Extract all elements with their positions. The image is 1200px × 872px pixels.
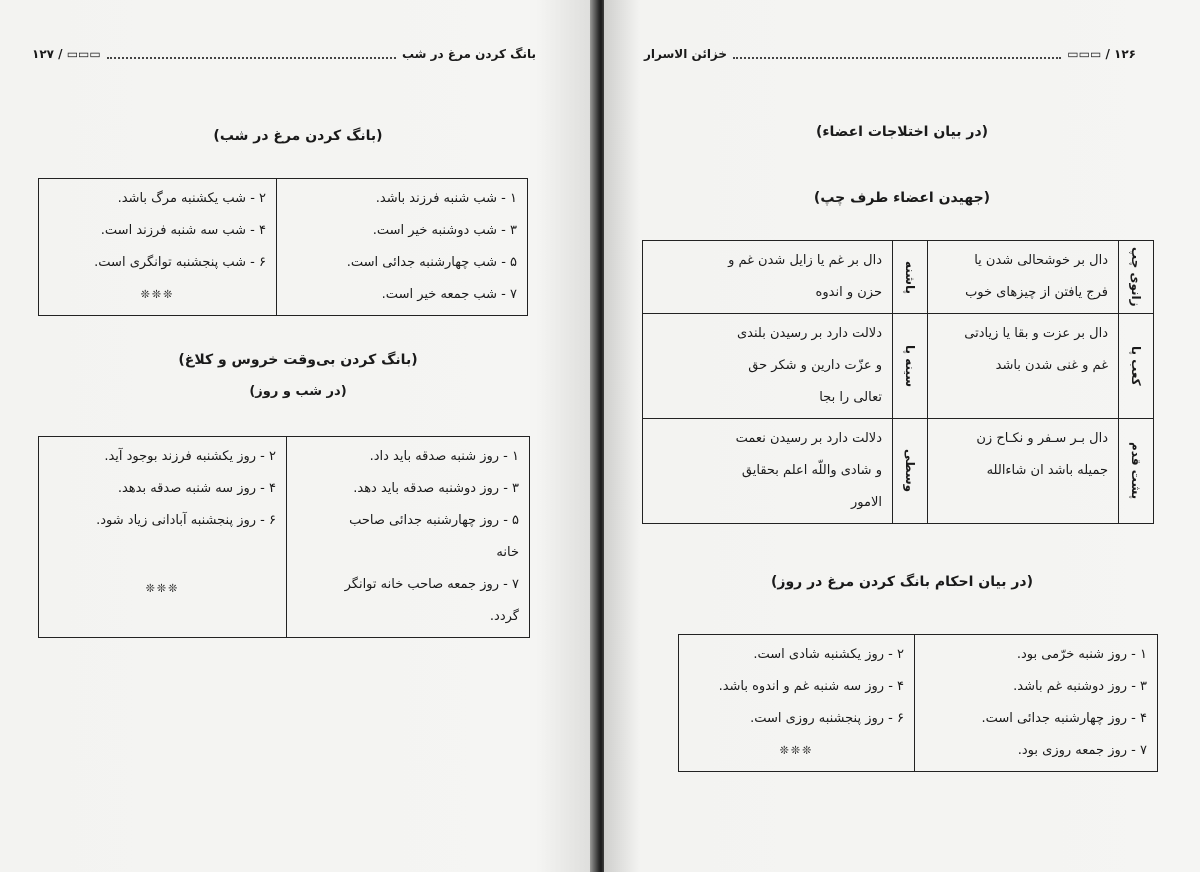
text-line: ۱ - روز شنبه خرّمی بود. xyxy=(1016,647,1147,662)
text-line: دلالت دارد بر رسیدن بلندی xyxy=(736,326,882,341)
text-line: ۶ - روز پنجشنبه آبادانی زیاد شود. xyxy=(96,513,276,528)
right-page-number: ▭▭▭ / ۱۲۶ xyxy=(1067,47,1136,61)
text-line: ۲ - شب یکشنبه مرگ باشد. xyxy=(117,191,266,206)
right-table-2-col-1 xyxy=(915,635,1158,772)
text-line: دال بر عزت و بقا یا زیادتی xyxy=(964,326,1108,341)
organ-label xyxy=(893,419,928,524)
text-line: ۵ - شب چهارشنبه جدائی است. xyxy=(346,255,517,270)
organ-label-text: وسطی xyxy=(903,449,917,493)
text-line: دال بـر سـفر و نکـاح زن xyxy=(976,431,1108,446)
left-page xyxy=(0,0,596,872)
left-running-dots xyxy=(107,49,396,59)
text-line: ۲ - روز یکشنبه شادی است. xyxy=(753,647,904,662)
right-heading-3: (در بیان احکام بانگ کردن مرغ در روز) xyxy=(771,574,1033,590)
right-running-head xyxy=(644,42,1136,66)
text-line: ۶ - شب پنجشنبه توانگری است. xyxy=(94,255,266,270)
text-line: و عزّت دارین و شکر حق xyxy=(748,358,882,373)
organ-meaning xyxy=(928,241,1119,314)
text-line: ۶ - روز پنجشنبه روزی است. xyxy=(750,711,904,726)
text-line: فرج یافتن از چیزهای خوب xyxy=(965,285,1108,300)
left-table-1-col-2 xyxy=(39,179,277,316)
text-line: ۴ - روز سه شنبه غم و اندوه باشد. xyxy=(718,679,904,694)
text-line: ۳ - شب دوشنبه خیر است. xyxy=(372,223,517,238)
left-heading-2: (بانگ کردن بی‌وقت خروس و کلاغ) xyxy=(178,352,418,368)
organ-label-text: پشت قدم xyxy=(1129,442,1143,500)
text-line: غم و غنی شدن باشد xyxy=(995,358,1108,373)
text-line: و شادی واللّه اعلم بحقایق xyxy=(741,463,882,478)
text-line: جمیله باشد ان شاءالله xyxy=(986,463,1108,478)
organ-label-text: کعب پا xyxy=(1129,346,1143,386)
text-line: خانه xyxy=(496,545,519,560)
text-line: ۴ - روز چهارشنبه جدائی است. xyxy=(981,711,1147,726)
text-line: ۷ - روز جمعه صاحب خانه توانگر xyxy=(344,577,519,592)
left-heading-1: (بانگ کردن مرغ در شب) xyxy=(213,128,383,144)
left-page-number: ۱۲۷ / ▭▭▭ xyxy=(32,47,101,61)
organ-label xyxy=(893,241,928,314)
right-running-dots xyxy=(733,49,1061,59)
separator-stars: ❊❊❊ xyxy=(779,744,814,757)
left-running-head xyxy=(32,42,536,66)
organ-meaning xyxy=(928,419,1119,524)
text-line: تعالی را بجا xyxy=(819,390,882,405)
right-heading-1: (در بیان اختلاجات اعضاء) xyxy=(815,124,989,140)
separator-stars: ❊❊❊ xyxy=(145,582,180,595)
left-table-1 xyxy=(38,178,528,316)
text-line: ۴ - شب سه شنبه فرزند است. xyxy=(100,223,266,238)
organ-label xyxy=(1119,241,1154,314)
organ-meaning xyxy=(643,419,893,524)
text-line: حزن و اندوه xyxy=(815,285,882,300)
text-line: دال بر غم یا زایل شدن غم و xyxy=(728,253,882,268)
organ-label-text: سینه پا xyxy=(903,344,917,388)
right-page xyxy=(604,0,1200,872)
text-line: ۱ - روز شنبه صدقه باید داد. xyxy=(369,449,519,464)
text-line: ۳ - روز دوشنبه صدقه باید دهد. xyxy=(353,481,519,496)
right-table-2-col-2 xyxy=(679,635,915,772)
right-table-2 xyxy=(678,634,1158,772)
organ-label-text: پاشنه xyxy=(903,260,917,294)
organ-label xyxy=(1119,314,1154,419)
organ-meaning xyxy=(928,314,1119,419)
text-line: ۲ - روز یکشنبه فرزند بوجود آید. xyxy=(104,449,276,464)
text-line: ۱ - شب شنبه فرزند باشد. xyxy=(375,191,517,206)
organ-label xyxy=(893,314,928,419)
text-line: ۷ - روز جمعه روزی بود. xyxy=(1017,743,1147,758)
text-line: دلالت دارد بر رسیدن نعمت xyxy=(735,431,882,446)
text-line: الامور xyxy=(851,495,882,510)
left-running-title: بانگ کردن مرغ در شب xyxy=(401,47,536,61)
text-line: ۷ - شب جمعه خیر است. xyxy=(381,287,517,302)
left-table-2-col-1 xyxy=(287,437,530,638)
organ-row xyxy=(643,314,1154,419)
left-heading-3: (در شب و روز) xyxy=(249,384,347,399)
right-heading-2: (جهیدن اعضاء طرف چپ) xyxy=(813,190,991,206)
text-line: گردد. xyxy=(489,609,519,624)
organ-row xyxy=(643,241,1154,314)
organ-table xyxy=(642,240,1154,524)
text-line: ۵ - روز چهارشنبه جدائی صاحب xyxy=(349,513,519,528)
organ-row xyxy=(643,419,1154,524)
organ-meaning xyxy=(643,241,893,314)
left-table-2-col-2 xyxy=(39,437,287,638)
text-line: ۳ - روز دوشنبه غم باشد. xyxy=(1013,679,1147,694)
organ-meaning xyxy=(643,314,893,419)
organ-label-text: زانوی چپ xyxy=(1129,247,1143,307)
text-line: ۴ - روز سه شنبه صدقه بدهد. xyxy=(117,481,276,496)
text-line: دال بر خوشحالی شدن یا xyxy=(974,253,1108,268)
right-running-title: خزائن الاسرار xyxy=(644,47,728,61)
organ-label xyxy=(1119,419,1154,524)
separator-stars: ❊❊❊ xyxy=(140,288,175,301)
left-table-1-col-1 xyxy=(277,179,528,316)
left-table-2 xyxy=(38,436,530,638)
